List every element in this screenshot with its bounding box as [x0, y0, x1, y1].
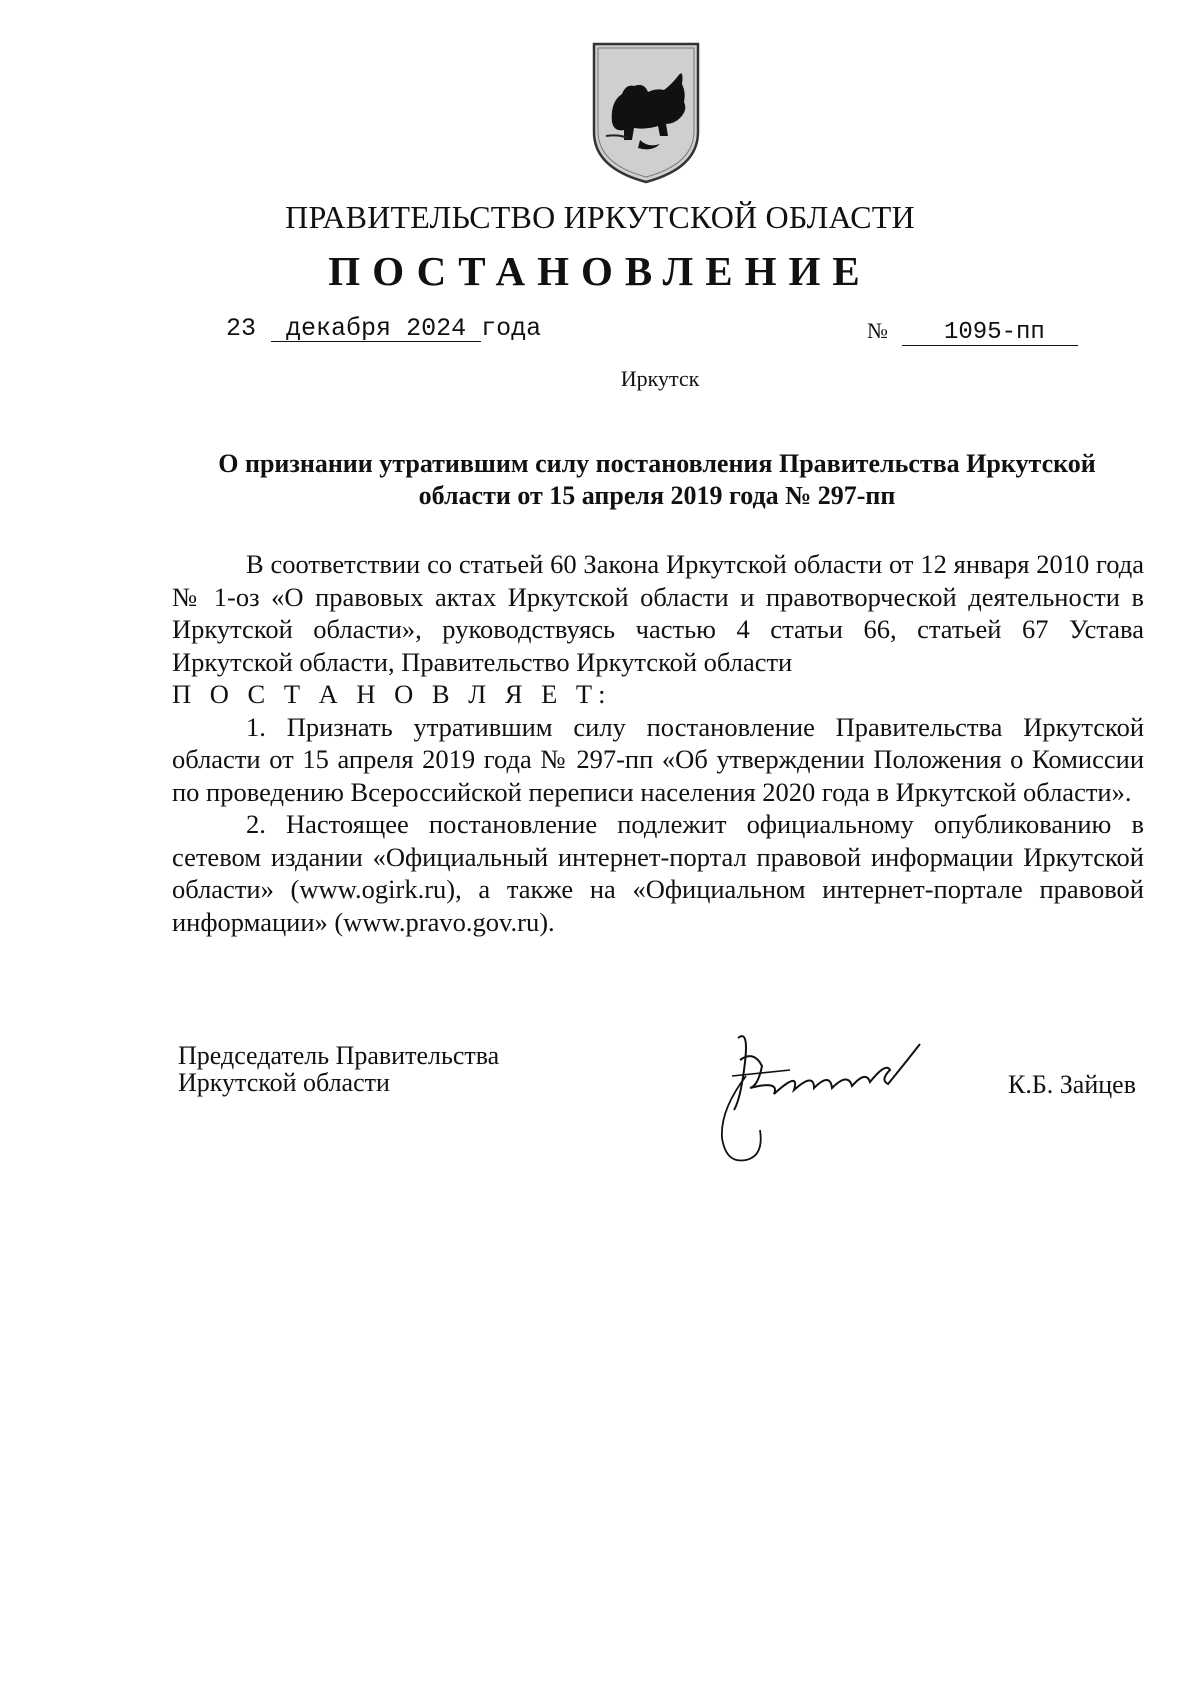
document-number — [867, 318, 1078, 346]
signer-position — [178, 1042, 499, 1096]
date-day: 23 — [226, 314, 257, 343]
coat-of-arms-icon — [588, 40, 704, 186]
title-line-2: области от 15 апреля 2019 года № 297-пп — [418, 481, 896, 510]
preamble-paragraph: В соответствии со статьей 60 Закона Иркутской области от 12 января 2010 года № 1-оз «О правовых актах Иркутской области и правотворческой деятельности в Иркутской области», руководствуясь частью 4 статьи 66, статьей 67 Устава Иркутской области, Правительство Иркутской области — [172, 549, 1144, 677]
signer-position-line-2: Иркутской области — [178, 1068, 390, 1097]
signer-name: К.Б. Зайцев — [1008, 1070, 1136, 1099]
document-body — [172, 548, 1144, 938]
document-date — [226, 314, 541, 343]
date-month-year: декабря 2024 — [271, 317, 481, 342]
title-line-1: О признании утратившим силу постановления Правительства Иркутской — [218, 449, 1096, 478]
document-title — [170, 448, 1144, 512]
document-type: ПОСТАНОВЛЕНИЕ — [328, 248, 872, 294]
resolves-heading: П О С Т А Н О В Л Я Е Т: — [172, 679, 612, 709]
number-sign: № — [867, 318, 888, 343]
item-2-paragraph: 2. Настоящее постановление подлежит официальному опубликованию в сетевом издании «Официальный интернет-портал правовой информации Иркутской области» (www.ogirk.ru), а также на «Официальном интернет-портале правовой информации» (www.pravo.gov.ru). — [172, 809, 1144, 937]
handwritten-signature — [710, 1010, 970, 1170]
item-1-paragraph: 1. Признать утратившим силу постановление Правительства Иркутской области от 15 апреля 2019 года № 297-пп «Об утверждении Положения о Комиссии по проведению Всероссийской переписи населения 2020 года в Иркутской области». — [172, 711, 1144, 807]
date-year-word: года — [481, 314, 542, 343]
city: Иркутск — [620, 366, 700, 391]
number-value: 1095-пп — [902, 321, 1078, 346]
signer-position-line-1: Председатель Правительства — [178, 1041, 500, 1070]
government-name: ПРАВИТЕЛЬСТВО ИРКУТСКОЙ ОБЛАСТИ — [285, 199, 915, 235]
